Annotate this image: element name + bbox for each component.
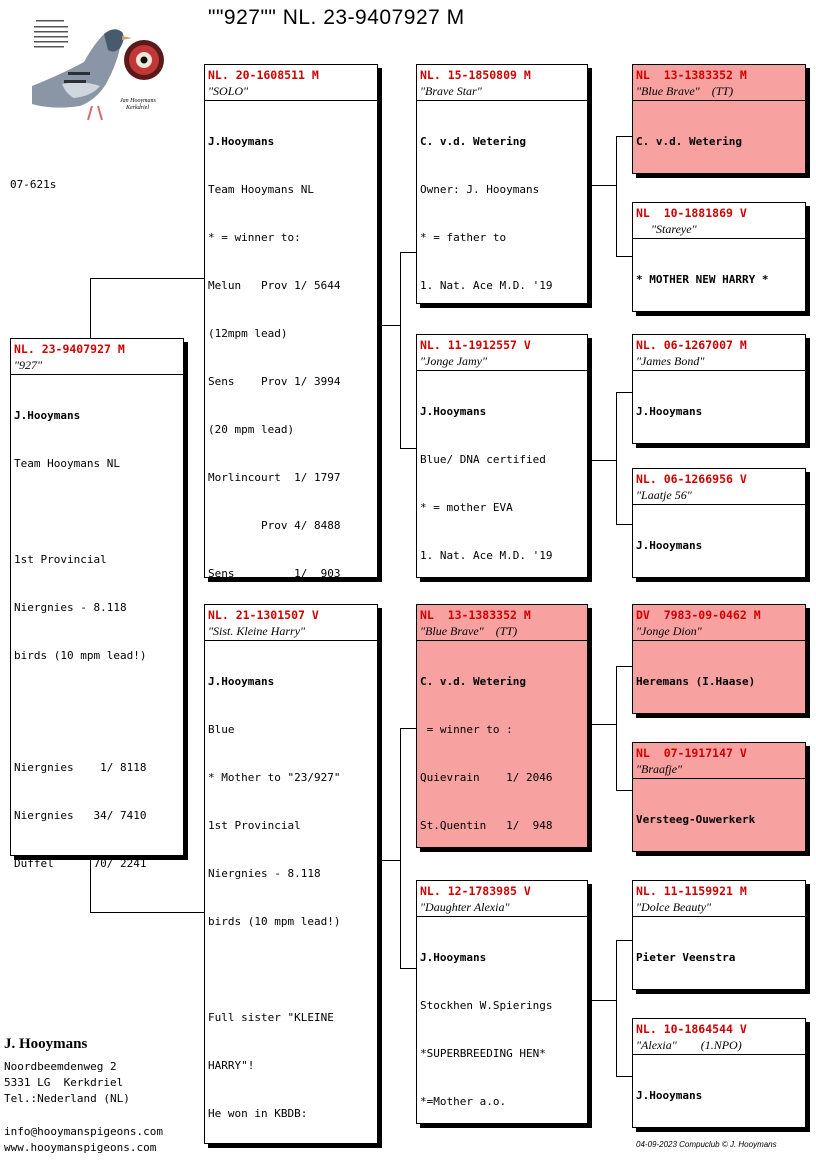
pigeon-name: "927" <box>11 357 183 375</box>
pigeon-name: "Laatje 56" <box>633 487 805 505</box>
result-line: Niergnies 34/ 7410 <box>14 809 147 822</box>
info-line: Niergnies - 8.118 <box>208 867 321 880</box>
info-line: Morlincourt 1/ 1797 <box>208 471 341 484</box>
connector-mf-v <box>616 666 617 790</box>
code-label: 07-621s <box>10 178 57 191</box>
connector-ff-v <box>616 136 617 256</box>
connector-mother-v <box>400 728 401 968</box>
info-line: 1st Provincial <box>208 819 301 832</box>
pigeon-info <box>205 641 377 1144</box>
pigeon-info <box>633 917 805 990</box>
info-line: Blue <box>208 723 235 736</box>
ring-number: NL 13-1383352 M <box>636 68 747 82</box>
fmf-card <box>632 334 806 444</box>
svg-text:Jan Hooymans: Jan Hooymans <box>120 98 156 104</box>
info-line: J.Hooymans <box>636 539 703 552</box>
fmm-card <box>632 468 806 578</box>
connector-fm-h <box>400 448 416 449</box>
pigeon-info <box>417 917 587 1124</box>
ring-number: NL. 06-1266956 V <box>636 472 747 486</box>
connector-mm-h <box>400 968 416 969</box>
connector-ff-out <box>588 185 616 186</box>
fm-card <box>416 334 588 578</box>
connector-main-father <box>90 278 204 279</box>
footer-credit: 04-09-2023 Compuclub © J. Hooymans <box>636 1140 777 1149</box>
connector-mm-out <box>588 1000 616 1001</box>
info-line: C. v.d. Wetering <box>420 675 526 688</box>
father-card <box>204 64 378 578</box>
pigeon-name: "Stareye" <box>633 221 805 239</box>
info-line: St.Quentin 1/ 948 <box>420 819 553 832</box>
connector-fmm-h <box>616 524 632 525</box>
pigeon-info <box>633 505 805 578</box>
ring-number: DV 7983-09-0462 M <box>636 608 761 622</box>
owner-address-line: 5331 LG Kerkdriel <box>4 1076 124 1089</box>
connector-mmf-h <box>616 940 632 941</box>
info-line: Full sister "KLEINE <box>208 1011 334 1024</box>
pigeon-info <box>11 375 183 697</box>
mother-card <box>204 604 378 1144</box>
connector-mf-h <box>400 728 416 729</box>
ring-number: NL. 11-1159921 M <box>636 884 747 898</box>
owner-block <box>4 1036 130 1107</box>
info-line: Heremans (I.Haase) <box>636 675 756 688</box>
info-line: * MOTHER NEW HARRY * <box>636 273 769 286</box>
info-line: Melun Prov 1/ 5644 <box>208 279 341 292</box>
ring-number: NL 07-1917147 V <box>636 746 747 760</box>
info-line: Sens 1/ 903 <box>208 567 341 578</box>
info-line: Prov 4/ 8488 <box>208 519 341 532</box>
info-line: * = winner to: <box>208 231 301 244</box>
pigeon-name: "Blue Brave" (TT) <box>633 83 805 101</box>
pigeon-name: "Jonge Dion" <box>633 623 805 641</box>
ring-number: NL. 10-1864544 V <box>636 1022 747 1036</box>
email-link[interactable]: info@hooymanspigeons.com <box>4 1125 163 1138</box>
pigeon-name: "Alexia" (1.NPO) <box>633 1037 805 1055</box>
info-line: *=Mother a.o. <box>420 1095 507 1108</box>
pigeon-info <box>633 371 805 444</box>
mmf-card <box>632 880 806 990</box>
pigeon-info <box>633 1055 805 1128</box>
pigeon-name: "Braafje" <box>633 761 805 779</box>
pigeon-info <box>633 641 805 714</box>
ring-number: NL. 21-1301507 V <box>208 608 319 622</box>
mf-card <box>416 604 588 848</box>
info-line: J.Hooymans <box>208 135 275 148</box>
connector-fmf-h <box>616 392 632 393</box>
ring-number: NL. 12-1783985 V <box>420 884 531 898</box>
info-line: Team Hooymans NL <box>14 457 120 470</box>
owner-address-line: Noordbeemdenweg 2 <box>4 1060 117 1073</box>
svg-text:Kerkdriel: Kerkdriel <box>126 105 149 111</box>
pigeon-logo <box>22 14 174 126</box>
info-line: (20 mpm lead) <box>208 423 295 436</box>
fff-card <box>632 64 806 174</box>
connector-mother-h <box>380 860 400 861</box>
info-line: J.Hooymans <box>636 1089 703 1102</box>
info-line: * = mother EVA <box>420 501 513 514</box>
pedigree-title: ""927"" NL. 23-9407927 M <box>208 6 465 29</box>
ff-card <box>416 64 588 304</box>
pigeon-info <box>633 779 805 852</box>
info-line: C. v.d. Wetering <box>420 135 526 148</box>
result-line: Duffel 70/ 2241 <box>14 857 147 870</box>
connector-mff-h <box>616 666 632 667</box>
info-line: (12mpm lead) <box>208 327 288 340</box>
info-line: 1. Nat. Ace M.D. '19 <box>420 549 553 562</box>
pigeon-info <box>633 239 805 312</box>
ffm-card <box>632 202 806 312</box>
pigeon-info <box>633 101 805 174</box>
connector-mm-v <box>616 940 617 1076</box>
pigeon-name: "James Bond" <box>633 353 805 371</box>
connector-father-v <box>400 252 401 448</box>
ring-number: NL. 20-1608511 M <box>208 68 319 82</box>
pigeon-name: "Brave Star" <box>417 83 587 101</box>
ring-number: NL 10-1881869 V <box>636 206 747 220</box>
info-line: * Mother to "23/927" <box>208 771 341 784</box>
info-line: birds (10 mpm lead!) <box>208 915 341 928</box>
info-line: Quievrain 1/ 2046 <box>420 771 553 784</box>
website-link[interactable]: www.hooymanspigeons.com <box>4 1141 157 1154</box>
info-line: J.Hooymans <box>420 405 487 418</box>
mm-card <box>416 880 588 1124</box>
ring-number: NL. 11-1912557 V <box>420 338 531 352</box>
info-line: J.Hooymans <box>14 409 81 422</box>
connector-mfm-h <box>616 790 632 791</box>
info-line: Versteeg-Ouwerkerk <box>636 813 756 826</box>
pigeon-name: "Daughter Alexia" <box>417 899 587 917</box>
owner-name: J. Hooymans <box>4 1036 88 1052</box>
main-results <box>14 728 146 888</box>
info-line: HARRY"! <box>208 1059 255 1072</box>
info-line: birds (10 mpm lead!) <box>14 649 147 662</box>
info-line: Team Hooymans NL <box>208 183 314 196</box>
connector-father-h <box>380 325 400 326</box>
info-line: * = father to <box>420 231 507 244</box>
info-line: Blue/ DNA certified <box>420 453 546 466</box>
pigeon-info <box>205 101 377 578</box>
info-line: *SUPERBREEDING HEN* <box>420 1047 546 1060</box>
ring-number: NL. 06-1267007 M <box>636 338 747 352</box>
pigeon-name: "Jonge Jamy" <box>417 353 587 371</box>
info-line: Stockhen W.Spierings <box>420 999 553 1012</box>
connector-fm-v <box>616 392 617 524</box>
connector-fm-out <box>588 460 616 461</box>
connector-main-mother <box>90 912 204 913</box>
pigeon-name: "Sist. Kleine Harry" <box>205 623 377 641</box>
info-line: Pieter Veenstra <box>636 951 736 964</box>
info-line: Sens Prov 1/ 3994 <box>208 375 341 388</box>
info-line: = winner to : <box>420 723 513 736</box>
ring-number: NL 13-1383352 M <box>420 608 531 622</box>
info-line: 1. Nat. Ace M.D. '19 <box>420 279 553 292</box>
pigeon-info <box>417 371 587 578</box>
info-line: J.Hooymans <box>420 951 487 964</box>
info-line: J.Hooymans <box>208 675 275 688</box>
mfm-card <box>632 742 806 852</box>
info-line: 1st Provincial <box>14 553 107 566</box>
info-line: He won in KBDB: <box>208 1107 308 1120</box>
info-line: J.Hooymans <box>636 405 703 418</box>
connector-fff-h <box>616 136 632 137</box>
pigeon-name: "Blue Brave" (TT) <box>417 623 587 641</box>
ring-number: NL. 15-1850809 M <box>420 68 531 82</box>
connector-mmm-h <box>616 1076 632 1077</box>
connector-ff-h <box>400 252 416 253</box>
pigeon-info <box>417 101 587 304</box>
pigeon-name: "Dolce Beauty" <box>633 899 805 917</box>
pigeon-name: "SOLO" <box>205 83 377 101</box>
info-line: C. v.d. Wetering <box>636 135 742 148</box>
info-line <box>208 962 374 978</box>
info-line: Niergnies - 8.118 <box>14 601 127 614</box>
info-line <box>14 504 180 520</box>
connector-main-up <box>90 278 91 340</box>
ring-number: NL. 23-9407927 M <box>14 342 125 356</box>
mmm-card <box>632 1018 806 1128</box>
info-line: Owner: J. Hooymans <box>420 183 540 196</box>
connector-ffm-h <box>616 256 632 257</box>
mff-card <box>632 604 806 714</box>
contact-block <box>4 1124 163 1156</box>
result-line: Niergnies 1/ 8118 <box>14 761 147 774</box>
pigeon-info <box>417 641 587 848</box>
owner-address-line: Tel.:Nederland (NL) <box>4 1092 130 1105</box>
connector-mf-out <box>588 724 616 725</box>
